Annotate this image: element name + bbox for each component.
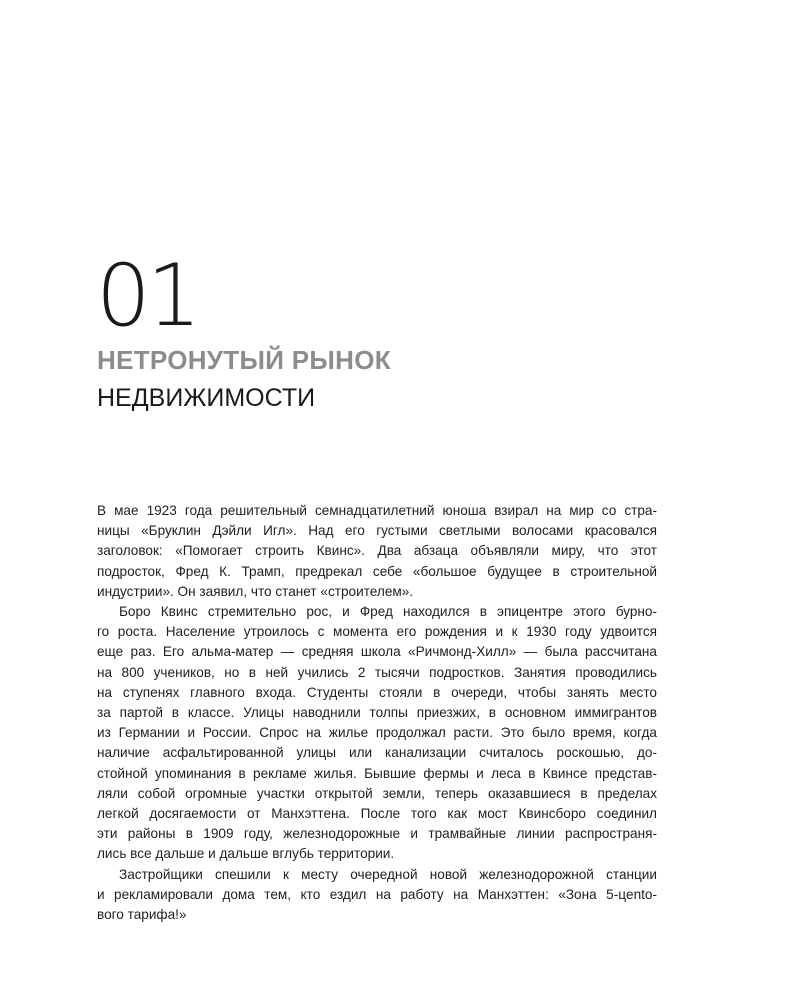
- text-line: стойной упоминания в рекламе жилья. Бывшие фермы и леса в Квинсе представ-: [97, 765, 657, 781]
- text-line: заголовок: «Помогает строить Квинс». Два абзаца объявляли миру, что этот: [97, 543, 657, 559]
- paragraph-2: [97, 602, 657, 865]
- text-line: наличие асфальтированной улицы или канализации считалось роскошью, до-: [97, 745, 657, 761]
- chapter-number: 01: [96, 246, 198, 346]
- text-line: эти районы в 1909 году, железнодорожные и трамвайные линии распространя-: [97, 826, 657, 842]
- body-text: [97, 501, 657, 925]
- text-line: из Германии и России. Спрос на жилье продолжал расти. Это было время, когда: [97, 725, 657, 741]
- text-line: вого тарифа!»: [97, 907, 187, 923]
- text-line: еще раз. Его альма-матер — средняя школа «Ричмонд-Хилл» — была рассчитана: [97, 644, 657, 660]
- chapter-title-line-2: НЕДВИЖИМОСТИ: [97, 384, 316, 412]
- paragraph-1: [97, 501, 657, 602]
- text-line: и рекламировали дома тем, кто ездил на работу на Манхэттен: «Зона 5-цento-: [97, 886, 657, 902]
- text-line: ницы «Бруклин Дэйли Игл». Над его густыми светлыми волосами красовался: [97, 523, 657, 539]
- text-line: Боро Квинс стремительно рос, и Фред находился в эпицентре этого бурно-: [119, 604, 657, 620]
- text-line: на ступенях главного входа. Студенты стояли в очереди, чтобы занять место: [97, 684, 657, 700]
- text-line: индустрии». Он заявил, что станет «строителем».: [97, 583, 414, 599]
- text-line: лись все дальше и дальше вглубь территории.: [97, 846, 395, 862]
- text-line: подросток, Фред К. Трамп, предрекал себе «большое будущее в строительной: [97, 563, 657, 579]
- text-line: ляли собой огромные участки открытой земли, теперь оказавшиеся в пределах: [97, 785, 657, 801]
- chapter-title-line-1: НЕТРОНУТЫЙ РЫНОК: [97, 345, 391, 375]
- text-line: на 800 учеников, но в ней учились 2 тысячи подростков. Занятия проводились: [97, 664, 657, 680]
- paragraph-3: [97, 865, 657, 926]
- text-line: го роста. Население утроилось с момента его рождения и к 1930 году удвоится: [97, 624, 657, 640]
- text-line: за партой в классе. Улицы наводнили толпы приезжих, в основном иммигрантов: [97, 705, 657, 721]
- text-line: Застройщики спешили к месту очередной новой железнодорожной станции: [119, 866, 657, 882]
- text-line: легкой досягаемости от Манхэттена. После того как мост Квинсборо соединил: [97, 806, 657, 822]
- text-line: В мае 1923 года решительный семнадцатилетний юноша взирал на мир со стра-: [97, 503, 657, 518]
